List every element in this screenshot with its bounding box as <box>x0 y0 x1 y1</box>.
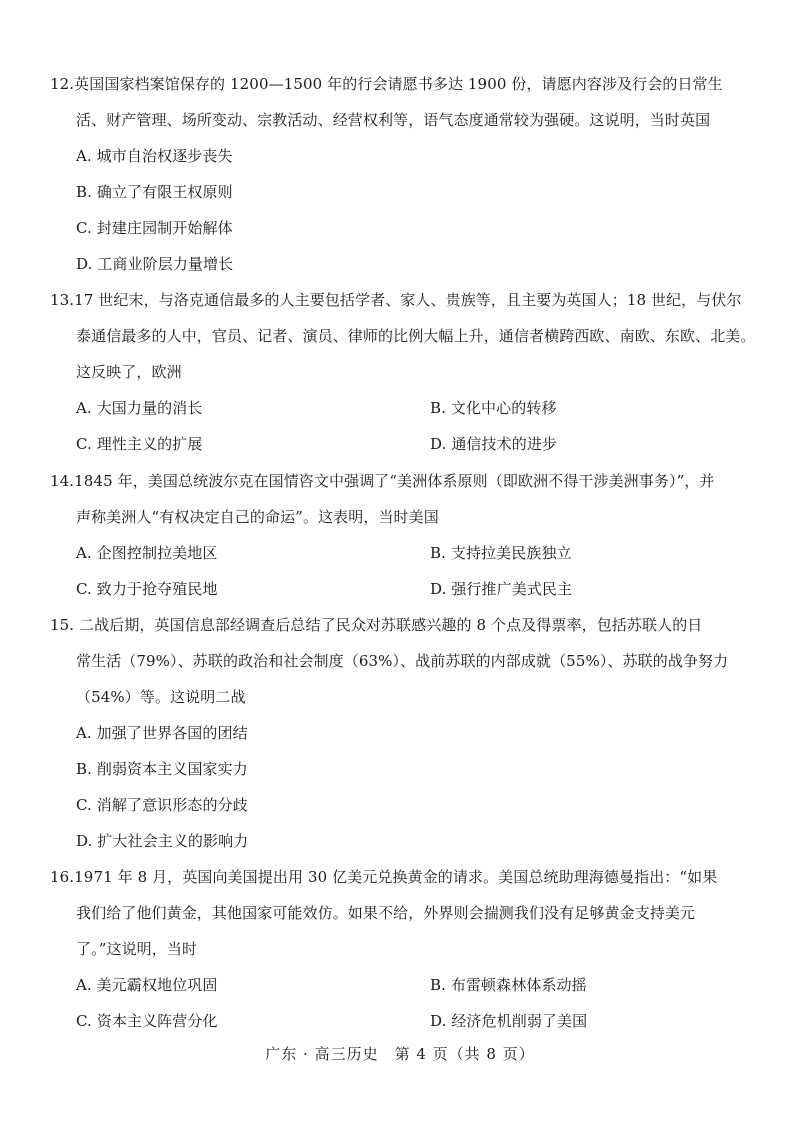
question-13-option-c: C. 理性主义的扩展 <box>76 435 203 453</box>
question-16-stem-line-1: 16.1971 年 8 月，英国向美国提出用 30 亿美元兑换黄金的请求。美国总统助理海德曼指出：“如果 <box>50 868 718 886</box>
question-16-option-b: B. 布雷顿森林体系动摇 <box>430 976 587 994</box>
question-13-stem-line-3: 这反映了，欧洲 <box>76 363 182 381</box>
question-16-option-a: A. 美元霸权地位巩固 <box>76 976 218 994</box>
question-12-option-c: C. 封建庄园制开始解体 <box>76 219 233 237</box>
question-12-option-d: D. 工商业阶层力量增长 <box>76 255 234 273</box>
question-16-stem-line-2: 我们给了他们黄金，其他国家可能效仿。如果不给，外界则会揣测我们没有足够黄金支持美元 <box>76 904 696 922</box>
question-14-option-c: C. 致力于抢夺殖民地 <box>76 580 218 598</box>
question-14-option-b: B. 支持拉美民族独立 <box>430 544 572 562</box>
question-12-option-b: B. 确立了有限王权原则 <box>76 183 233 201</box>
question-12-option-a: A. 城市自治权逐步丧失 <box>76 147 233 165</box>
question-15-option-a: A. 加强了世界各国的团结 <box>76 724 248 742</box>
question-15-stem-line-1: 15. 二战后期，英国信息部经调查后总结了民众对苏联感兴趣的 8 个点及得票率，包括苏联人的日 <box>50 616 703 634</box>
page-footer: 广东 · 高三历史 第 4 页（共 8 页） <box>265 1045 535 1063</box>
question-15-stem-line-3: （54%）等。这说明二战 <box>76 688 246 706</box>
question-14-option-a: A. 企图控制拉美地区 <box>76 544 218 562</box>
question-16-option-d: D. 经济危机削弱了美国 <box>430 1012 588 1030</box>
question-14-stem-line-1: 14.1845 年，美国总统波尔克在国情咨文中强调了“美洲体系原则（即欧洲不得干涉美洲事务）”，并 <box>50 472 715 490</box>
question-15-option-d: D. 扩大社会主义的影响力 <box>76 832 249 850</box>
question-12-stem-line-1: 12.英国国家档案馆保存的 1200—1500 年的行会请愿书多达 1900 份，请愿内容涉及行会的日常生 <box>50 75 723 93</box>
question-12-stem-line-2: 活、财产管理、场所变动、宗教活动、经营权利等，语气态度通常较为强硬。这说明，当时英国 <box>76 111 711 129</box>
question-13-option-d: D. 通信技术的进步 <box>430 435 558 453</box>
question-13-option-a: A. 大国力量的消长 <box>76 399 203 417</box>
question-13-stem-line-1: 13.17 世纪末，与洛克通信最多的人主要包括学者、家人、贵族等，且主要为英国人；18 世纪，与伏尔 <box>50 291 742 309</box>
question-15-option-b: B. 削弱资本主义国家实力 <box>76 760 248 778</box>
question-15-stem-line-2: 常生活（79%）、苏联的政治和社会制度（63%）、战前苏联的内部成就（55%）、苏联的战争努力 <box>76 652 729 670</box>
question-13-stem-line-2: 泰通信最多的人中，官员、记者、演员、律师的比例大幅上升，通信者横跨西欧、南欧、东欧、北美。 <box>76 327 756 345</box>
question-14-stem-line-2: 声称美洲人“有权决定自己的命运”。这表明，当时美国 <box>76 508 439 526</box>
question-16-option-c: C. 资本主义阵营分化 <box>76 1012 218 1030</box>
question-14-option-d: D. 强行推广美式民主 <box>430 580 573 598</box>
question-16-stem-line-3: 了。”这说明，当时 <box>76 940 198 958</box>
question-15-option-c: C. 消解了意识形态的分歧 <box>76 796 248 814</box>
question-13-option-b: B. 文化中心的转移 <box>430 399 557 417</box>
